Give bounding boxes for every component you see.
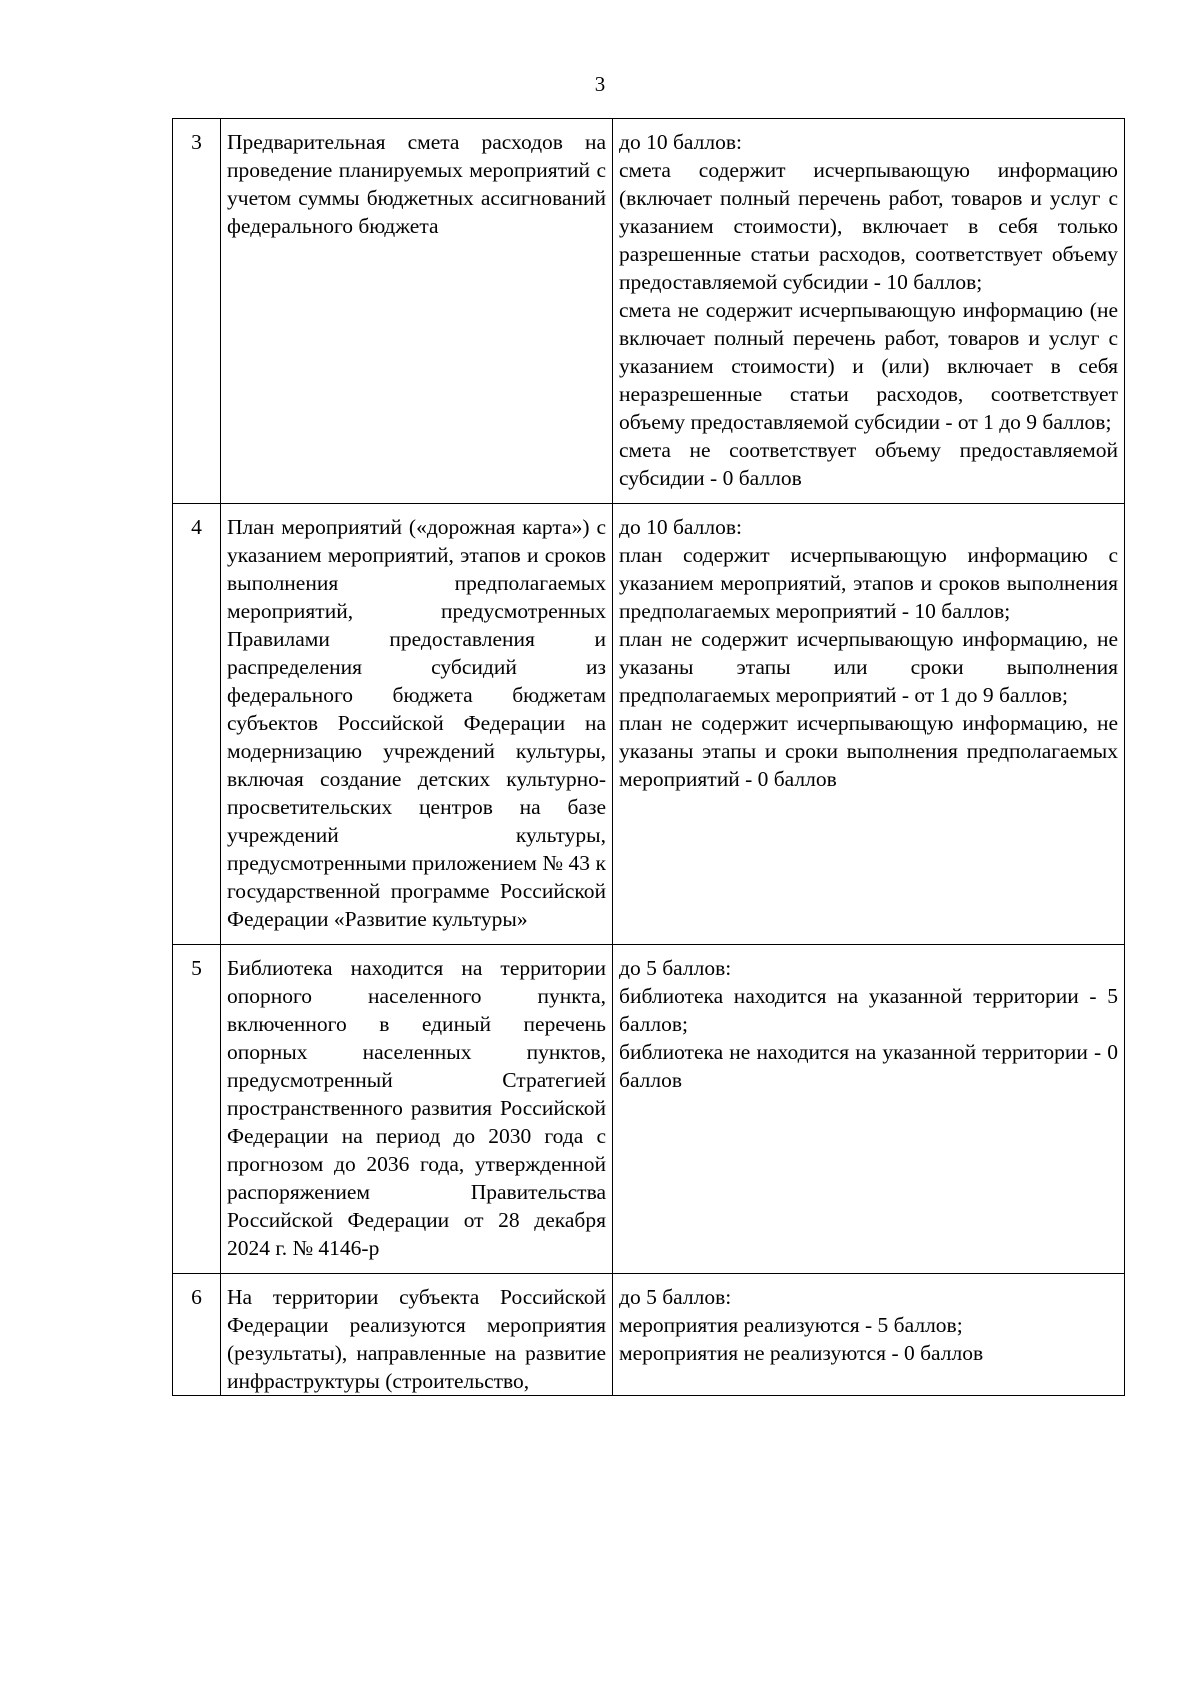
scoring-line: смета содержит исчерпывающую информацию (включает полный перечень работ, товаров и услуг с указанием стоимости), включает в себя только разрешенные статьи расходов, соответствует объему предоставляемой субсидии - 10 баллов;: [619, 158, 1118, 294]
row-number: 5: [173, 945, 221, 1274]
row-number: 4: [173, 504, 221, 945]
scoring-line: библиотека не находится на указанной территории - 0 баллов: [619, 1040, 1118, 1092]
scoring-line: до 10 баллов:: [619, 130, 742, 154]
table-row: [173, 945, 1125, 1274]
scoring-line: план содержит исчерпывающую информацию с указанием мероприятий, этапов и сроков выполнения предполагаемых мероприятий - 10 баллов;: [619, 543, 1118, 623]
scoring-line: смета не содержит исчерпывающую информацию (не включает полный перечень работ, товаров и услуг с указанием стоимости) и (или) включает в себя неразрешенные статьи расходов, соответствует объему предоставляемой субсидии - от 1 до 9 баллов;: [619, 298, 1118, 434]
scoring-line: до 10 баллов:: [619, 515, 742, 539]
scoring-line: мероприятия реализуются - 5 баллов;: [619, 1313, 963, 1337]
scoring-line: смета не соответствует объему предоставляемой субсидии - 0 баллов: [619, 438, 1118, 490]
scoring-line: до 5 баллов:: [619, 1285, 732, 1309]
scoring-line: план не содержит исчерпывающую информацию, не указаны этапы или сроки выполнения предполагаемых мероприятий - от 1 до 9 баллов;: [619, 627, 1118, 707]
page-number: 3: [594, 72, 606, 96]
scoring-cell: [613, 504, 1125, 945]
row-number: 6: [173, 1274, 221, 1396]
scoring-line: до 5 баллов:: [619, 956, 732, 980]
criteria-table: [172, 118, 1125, 1396]
scoring-line: мероприятия не реализуются - 0 баллов: [619, 1341, 984, 1365]
criterion-text: Библиотека находится на территории опорного населенного пункта, включенного в единый перечень опорных населенных пунктов, предусмотренный Стратегией пространственного развития Российской Федерации на период до 2030 года с прогнозом до 2036 года, утвержденной распоряжением Правительства Российской Федерации от 28 декабря 2024 г. № 4146-р: [221, 945, 613, 1274]
scoring-cell: [613, 119, 1125, 504]
criterion-text: План мероприятий («дорожная карта») с указанием мероприятий, этапов и сроков выполнения предполагаемых мероприятий, предусмотренных Правилами предоставления и распределения субсидий из федерального бюджета бюджетам субъектов Российской Федерации на модернизацию учреждений культуры, включая создание детских культурно-просветительских центров на базе учреждений культуры, предусмотренными приложением № 43 к государственной программе Российской Федерации «Развитие культуры»: [221, 504, 613, 945]
criterion-text: Предварительная смета расходов на проведение планируемых мероприятий с учетом суммы бюджетных ассигнований федерального бюджета: [221, 119, 613, 504]
table-row: [173, 504, 1125, 945]
scoring-cell: [613, 945, 1125, 1274]
criterion-text: На территории субъекта Российской Федерации реализуются мероприятия (результаты), направленные на развитие инфраструктуры (строительство,: [221, 1274, 613, 1396]
row-number: 3: [173, 119, 221, 504]
scoring-cell: [613, 1274, 1125, 1396]
table-row: [173, 1274, 1125, 1396]
table-row: [173, 119, 1125, 504]
scoring-line: библиотека находится на указанной территории - 5 баллов;: [619, 984, 1118, 1036]
scoring-line: план не содержит исчерпывающую информацию, не указаны этапы и сроки выполнения предполагаемых мероприятий - 0 баллов: [619, 711, 1118, 791]
